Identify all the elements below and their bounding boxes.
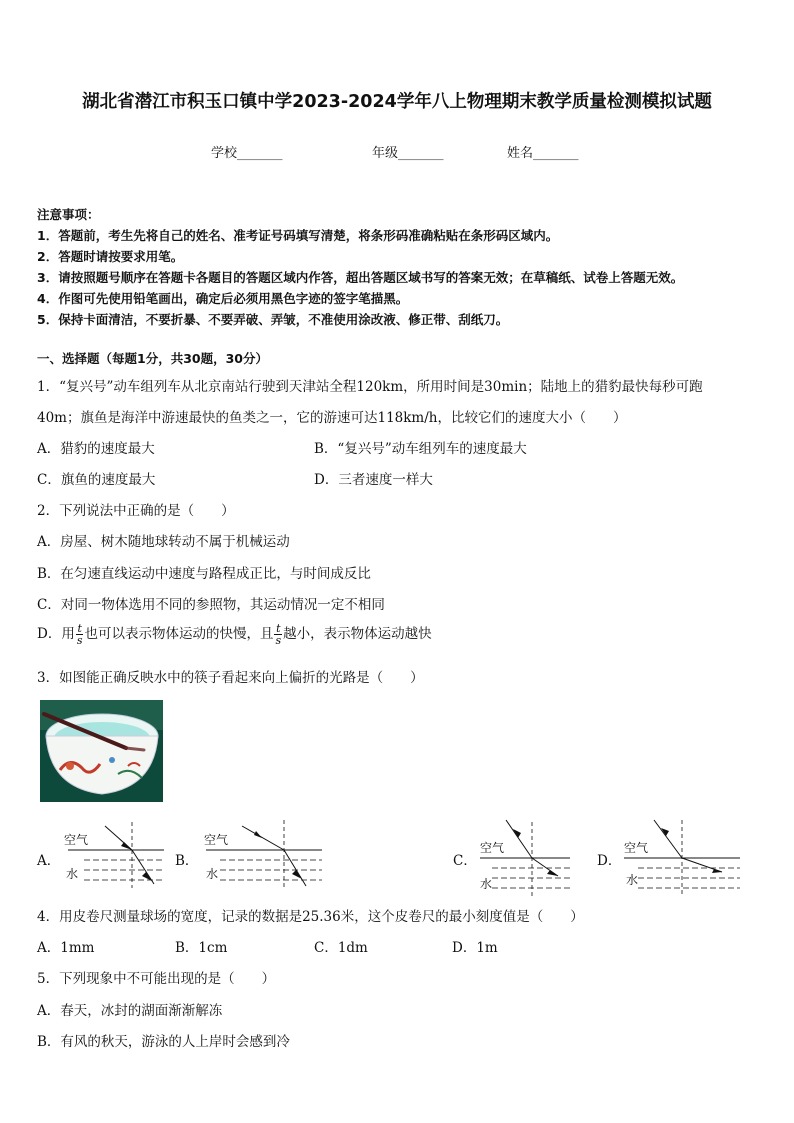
section-heading: 一、选择题（每题1分，共30题，30分） [37, 351, 268, 366]
fraction-denominator: s [76, 634, 83, 647]
q1-option-d: D．三者速度一样大 [314, 472, 433, 488]
water-label: 水 [206, 867, 219, 881]
q4-option-a: A．1mm [37, 940, 95, 956]
fraction-numerator: t [276, 622, 281, 635]
note-item: 1．答题前，考生先将自己的姓名、准考证号码填写清楚，将条形码准确粘贴在条形码区域内。 [37, 228, 559, 243]
diagram-option-b [198, 818, 326, 890]
fraction-t-over-s [76, 623, 84, 646]
grade-field: 年级_______ [372, 146, 444, 161]
notes-block [37, 204, 683, 330]
note-item: 5．保持卡面清洁，不要折暴、不要弄破、弄皱，不准使用涂改液、修正带、刮纸刀。 [37, 312, 509, 327]
q2-stem: 2．下列说法中正确的是（ ） [37, 503, 235, 519]
q4-option-d: D．1m [452, 940, 498, 956]
q1-stem-line1: 1．“复兴号”动车组列车从北京南站行驶到天津站全程120km，所用时间是30min；陆地上的猎豹最快每秒可跑 [37, 379, 703, 395]
water-label: 水 [626, 873, 639, 887]
q2-option-d [37, 622, 432, 646]
fraction-t-over-s [274, 623, 282, 646]
name-field: 姓名_______ [507, 146, 579, 161]
q5-stem: 5．下列现象中不可能出现的是（ ） [37, 971, 276, 987]
water-label: 水 [66, 867, 79, 881]
q3-option-a-label: A． [37, 853, 61, 869]
q5-option-a: A．春天，冰封的湖面渐渐解冻 [37, 1003, 223, 1019]
q2-option-c: C．对同一物体选用不同的参照物，其运动情况一定不相同 [37, 597, 385, 613]
note-item: 3．请按照题号顺序在答题卡各题目的答题区域内作答，超出答题区域书写的答案无效；在草稿纸、试卷上答题无效。 [37, 270, 684, 285]
q3-stem: 3．如图能正确反映水中的筷子看起来向上偏折的光路是（ ） [37, 670, 424, 686]
q2-option-b: B．在匀速直线运动中速度与路程成正比，与时间成反比 [37, 566, 371, 582]
q2-d-prefix: D．用 [37, 626, 75, 642]
note-item: 2．答题时请按要求用笔。 [37, 249, 184, 264]
q4-option-c: C．1dm [314, 940, 368, 956]
q3-option-c-label: C． [453, 853, 477, 869]
q2-d-suffix: 越小，表示物体运动越快 [283, 626, 432, 642]
q3-option-b-label: B． [175, 853, 199, 869]
air-label: 空气 [204, 833, 229, 847]
q1-option-c: C．旗鱼的速度最大 [37, 472, 156, 488]
diagram-option-c [476, 818, 576, 898]
air-label: 空气 [480, 841, 505, 855]
note-item: 4．作图可先使用铅笔画出，确定后必须用黑色字迹的签字笔描黑。 [37, 291, 409, 306]
fraction-numerator: t [77, 622, 82, 635]
q2-option-a: A．房屋、树木随地球转动不属于机械运动 [37, 534, 290, 550]
fraction-denominator: s [275, 634, 282, 647]
diagram-option-a [60, 818, 170, 890]
q5-option-b: B．有风的秋天，游泳的人上岸时会感到冷 [37, 1034, 290, 1050]
diagram-option-d [620, 818, 744, 898]
q1-option-b: B．“复兴号”动车组列车的速度最大 [314, 441, 527, 457]
exam-title: 湖北省潜江市积玉口镇中学2023-2024学年八上物理期末教学质量检测模拟试题 [82, 92, 712, 112]
notes-heading: 注意事项： [37, 207, 100, 222]
q4-stem: 4．用皮卷尺测量球场的宽度，记录的数据是25.36米，这个皮卷尺的最小刻度值是（ ） [37, 909, 584, 925]
school-field: 学校_______ [211, 146, 283, 161]
q4-option-b: B．1cm [175, 940, 228, 956]
q1-option-a: A．猎豹的速度最大 [37, 441, 155, 457]
air-label: 空气 [64, 833, 89, 847]
air-label: 空气 [624, 841, 649, 855]
water-label: 水 [480, 877, 493, 891]
q2-d-mid: 也可以表示物体运动的快慢，且 [84, 626, 274, 642]
q3-option-d-label: D． [597, 853, 622, 869]
q1-stem-line2: 40m；旗鱼是海洋中游速最快的鱼类之一，它的游速可达118km/h，比较它们的速度大小（ ） [37, 410, 627, 426]
chopsticks-in-bowl-photo [40, 700, 163, 802]
